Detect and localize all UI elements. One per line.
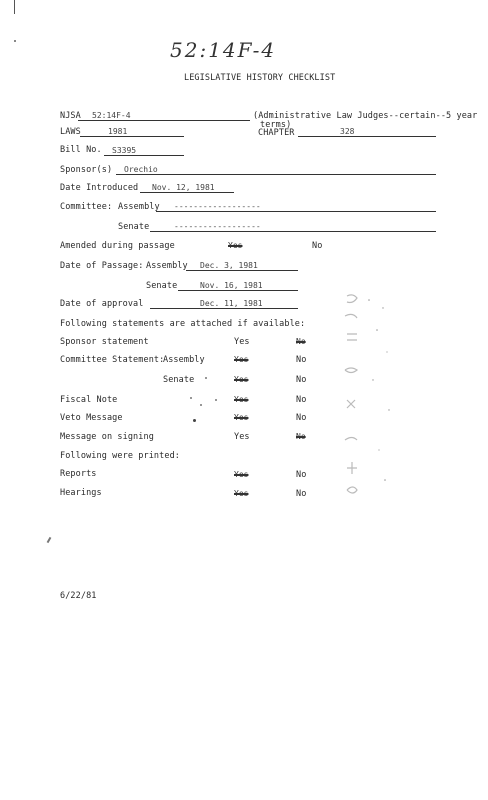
committee-senate-value: ------------------	[174, 222, 261, 231]
laws-label: LAWS	[60, 127, 81, 137]
passage-assembly-label: Assembly	[146, 261, 188, 271]
signing-no: No	[296, 432, 306, 441]
approval-label: Date of approval	[60, 299, 144, 309]
scan-speck	[205, 377, 207, 379]
scan-speck	[193, 419, 196, 422]
njsa-underline	[78, 120, 250, 121]
veto-no: No	[296, 413, 307, 423]
fiscal-yes: Yes	[234, 395, 249, 404]
passage-senate-label: Senate	[146, 281, 178, 291]
passage-senate-underline	[178, 290, 298, 291]
statements-header: Following statements are attached if available:	[60, 319, 306, 329]
committee-senate-underline	[150, 231, 436, 232]
fiscal-no: No	[296, 395, 307, 405]
fiscal-label: Fiscal Note	[60, 395, 118, 405]
footer-date: 6/22/81	[60, 591, 97, 601]
sponsor-statement-yes: Yes	[234, 337, 250, 347]
sponsor-statement-label: Sponsor statement	[60, 337, 149, 347]
printed-header: Following were printed:	[60, 451, 181, 461]
reports-label: Reports	[60, 469, 97, 479]
handwritten-reference: 52:14F-4	[170, 38, 277, 62]
signing-label: Message on signing	[60, 432, 154, 442]
amended-label: Amended during passage	[60, 241, 175, 251]
cs-assembly-yes: Yes	[234, 355, 249, 364]
signing-yes: Yes	[234, 432, 250, 442]
sponsor-label: Sponsor(s)	[60, 165, 113, 175]
committee-assembly-value: ------------------	[174, 202, 261, 211]
hearings-yes: Yes	[234, 489, 249, 498]
bill-label: Bill No.	[60, 145, 102, 155]
committee-statement-label: Committee Statement:	[60, 355, 165, 365]
cs-assembly-no: No	[296, 355, 307, 365]
description-line-2: terms)	[260, 120, 292, 130]
passage-assembly-value: Dec. 3, 1981	[200, 261, 258, 270]
veto-yes: Yes	[234, 413, 249, 422]
hearings-label: Hearings	[60, 488, 102, 498]
committee-assembly-label: Assembly	[118, 202, 160, 212]
reports-no: No	[296, 470, 307, 480]
committee-label: Committee:	[60, 202, 113, 212]
veto-label: Veto Message	[60, 413, 123, 423]
laws-value: 1981	[108, 127, 128, 136]
scan-speck	[14, 40, 16, 42]
chapter-underline	[298, 136, 436, 137]
amended-no: No	[312, 241, 323, 251]
chapter-value: 328	[340, 127, 355, 136]
document-title: LEGISLATIVE HISTORY CHECKLIST	[184, 73, 336, 83]
date-introduced-value: Nov. 12, 1981	[152, 183, 215, 192]
description-line-1: (Administrative Law Judges--certain--5 year	[253, 111, 478, 121]
approval-underline	[150, 308, 298, 309]
date-introduced-underline	[140, 192, 234, 193]
scan-speck	[215, 399, 217, 401]
hearings-no: No	[296, 489, 307, 499]
bill-underline	[104, 155, 184, 156]
sponsor-statement-no: No	[296, 337, 306, 346]
cs-senate-yes: Yes	[234, 375, 249, 384]
scan-mark	[14, 0, 15, 14]
laws-underline	[80, 136, 184, 137]
passage-senate-value: Nov. 16, 1981	[200, 281, 263, 290]
committee-assembly-underline	[156, 211, 436, 212]
cs-senate-no: No	[296, 375, 307, 385]
njsa-label: NJSA	[60, 111, 81, 121]
scan-speck	[190, 397, 192, 399]
date-introduced-label: Date Introduced	[60, 183, 139, 193]
passage-assembly-underline	[186, 270, 298, 271]
reports-yes: Yes	[234, 470, 249, 479]
cs-assembly-label: Assembly	[163, 355, 205, 365]
scan-speck	[47, 537, 52, 543]
chapter-label: CHAPTER	[258, 128, 295, 138]
approval-value: Dec. 11, 1981	[200, 299, 263, 308]
bill-value: S3395	[112, 146, 137, 155]
sponsor-value: Orechio	[124, 165, 158, 174]
sponsor-underline	[116, 174, 436, 175]
library-stamp	[339, 290, 399, 515]
passage-label: Date of Passage:	[60, 261, 144, 271]
amended-yes: Yes	[228, 241, 243, 250]
scan-speck	[200, 404, 202, 406]
cs-senate-label: Senate	[163, 375, 195, 385]
njsa-value: 52:14F-4	[92, 111, 131, 120]
committee-senate-label: Senate	[118, 222, 150, 232]
